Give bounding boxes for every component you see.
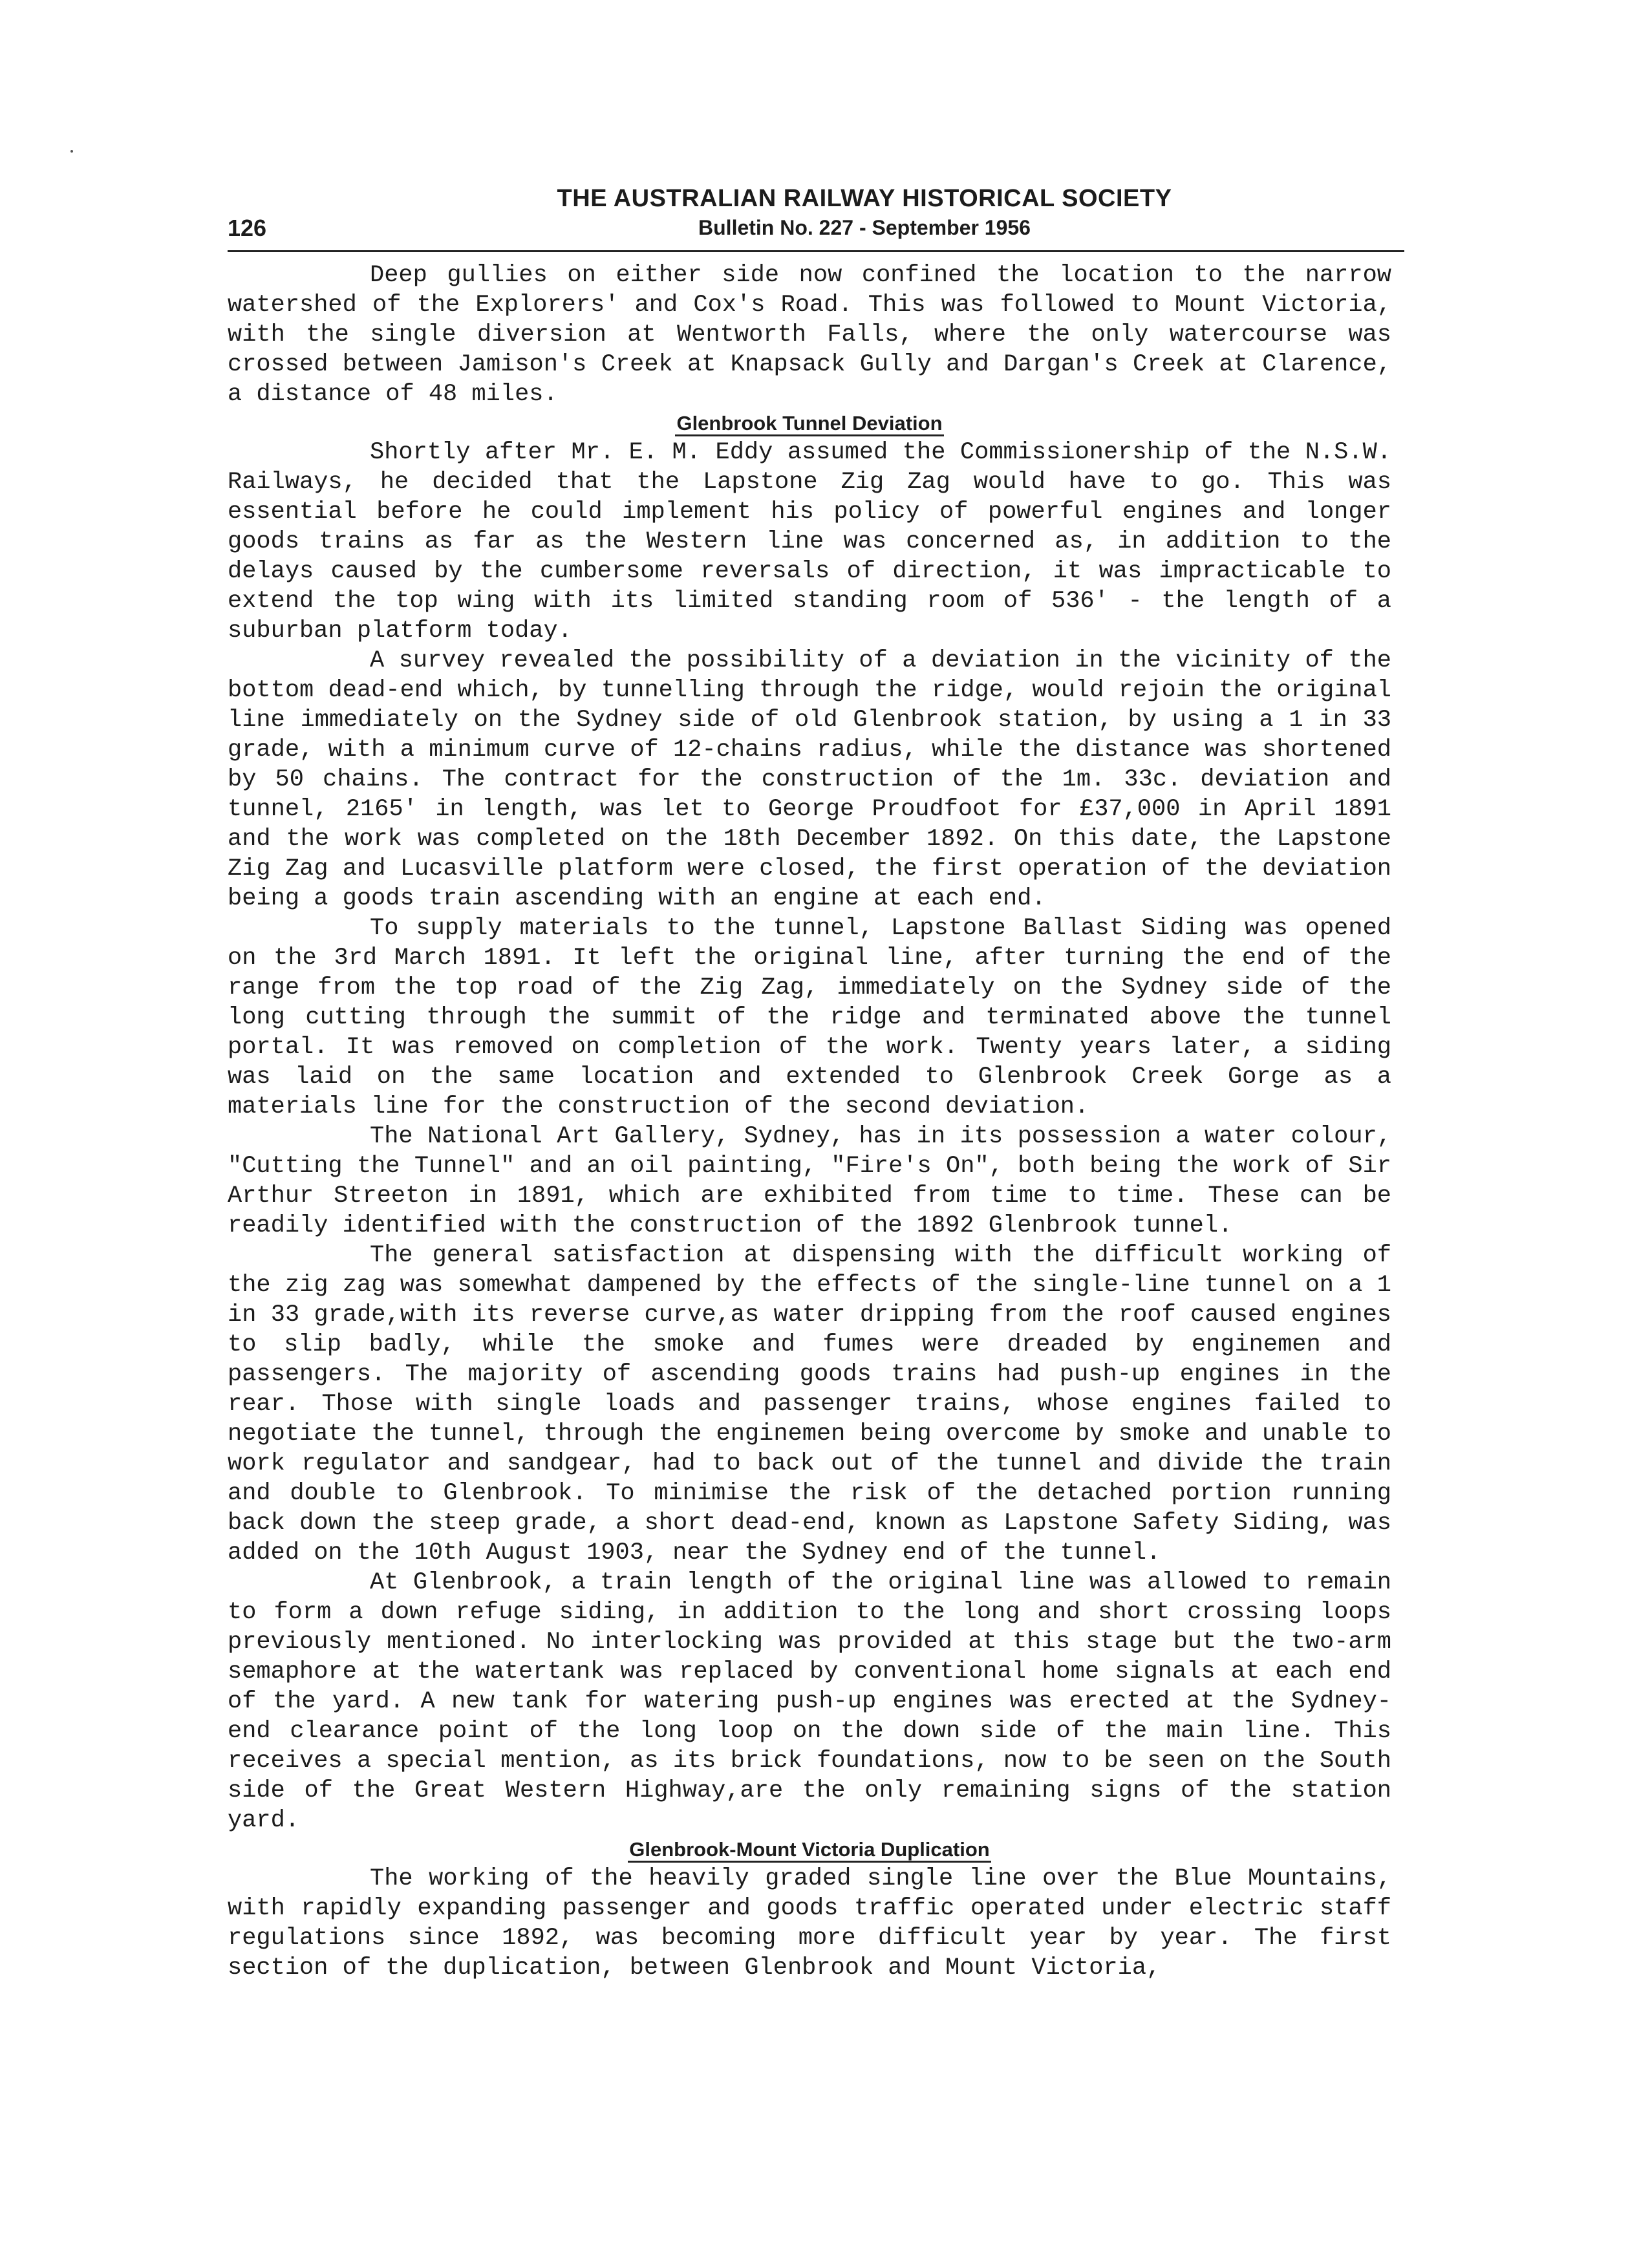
page-header bbox=[228, 178, 1404, 250]
scan-speck bbox=[70, 150, 73, 153]
paragraph: The National Art Gallery, Sydney, has in its possession a water colour, "Cutting the Tunnel" and an oil painting, "Fire's On", both being the work of Sir Arthur Streeton in 1891, which are exhibited from time to time. These can be readily identified with the construction of the 1892 Glenbrook tunnel. bbox=[228, 1123, 1391, 1239]
paragraph: The working of the heavily graded single line over the Blue Mountains, with rapidly expanding passenger and goods traffic operated under electric staff regulations since 1892, was becoming more difficult year by year. The first section of the duplication, between Glenbrook and Mount Victoria, bbox=[228, 1865, 1391, 1982]
section-heading-text: Glenbrook-Mount Victoria Duplication bbox=[628, 1838, 991, 1863]
paragraph: The general satisfaction at dispensing with the difficult working of the zig zag was somewhat dampened by the effects of the single-line tunnel on a 1 in 33 grade,with its reverse curve,as water dripping from the roof caused engines to slip badly, while the smoke and fumes were dreaded by enginemen and passengers. The majority of ascending goods trains had push-up engines in the rear. Those with single loads and passenger trains, whose engines failed to negotiate the tunnel, through the enginemen being overcome by smoke and unable to work regulator and sandgear, had to back out of the tunnel and divide the train and double to Glenbrook. To minimise the risk of the detached portion running back down the steep grade, a short dead-end, known as Lapstone Safety Siding, was added on the 10th August 1903, near the Sydney end of the tunnel. bbox=[228, 1242, 1391, 1567]
section-heading bbox=[228, 409, 1391, 438]
page-number: 126 bbox=[228, 215, 267, 241]
paragraph: At Glenbrook, a train length of the original line was allowed to remain to form a down refuge siding, in addition to the long and short crossing loops previously mentioned. No interlocking was provided at this stage but the two-arm semaphore at the watertank was replaced by conventional home signals at each end of the yard. A new tank for watering push-up engines was erected at the Sydney-end clearance point of the long loop on the down side of the main line. This receives a special mention, as its brick foundations, now to be seen on the South side of the Great Western Highway,are the only remaining signs of the station yard. bbox=[228, 1569, 1391, 1834]
paragraph: Deep gullies on either side now confined the location to the narrow watershed of the Explorers' and Cox's Road. This was followed to Mount Victoria, with the single diversion at Wentworth Falls, where the only watercourse was crossed between Jamison's Creek at Knapsack Gully and Dargan's Creek at Clarence, a distance of 48 miles. bbox=[228, 262, 1391, 408]
article-body bbox=[228, 261, 1391, 1983]
header-rule bbox=[228, 250, 1404, 252]
section-heading bbox=[228, 1835, 1391, 1864]
section-heading-text: Glenbrook Tunnel Deviation bbox=[675, 412, 943, 436]
bulletin-subtitle: Bulletin No. 227 - September 1956 bbox=[698, 216, 1031, 239]
paragraph: To supply materials to the tunnel, Lapstone Ballast Siding was opened on the 3rd March 1891. It left the original line, after turning the end of the range from the top road of the Zig Zag, immediately on the Sydney side of the long cutting through the summit of the ridge and terminated above the tunnel portal. It was removed on completion of the work. Twenty years later, a siding was laid on the same location and extended to Glenbrook Creek Gorge as a materials line for the construction of the second deviation. bbox=[228, 915, 1391, 1120]
paragraph: Shortly after Mr. E. M. Eddy assumed the Commissionership of the N.S.W. Railways, he decided that the Lapstone Zig Zag would have to go. This was essential before he could implement his policy of powerful engines and longer goods trains as far as the Western line was concerned as, in addition to the delays caused by the cumbersome reversals of direction, it was impracticable to extend the top wing with its limited standing room of 536' - the length of a suburban platform today. bbox=[228, 439, 1391, 645]
society-title: THE AUSTRALIAN RAILWAY HISTORICAL SOCIETY bbox=[557, 185, 1172, 212]
paragraph: A survey revealed the possibility of a deviation in the vicinity of the bottom dead-end which, by tunnelling through the ridge, would rejoin the original line immediately on the Sydney side of old Glenbrook station, by using a 1 in 33 grade, with a minimum curve of 12-chains radius, while the distance was shortened by 50 chains. The contract for the construction of the 1m. 33c. deviation and tunnel, 2165' in length, was let to George Proudfoot for £37,000 in April 1891 and the work was completed on the 18th December 1892. On this date, the Lapstone Zig Zag and Lucasville platform were closed, the first operation of the deviation being a goods train ascending with an engine at each end. bbox=[228, 647, 1391, 912]
